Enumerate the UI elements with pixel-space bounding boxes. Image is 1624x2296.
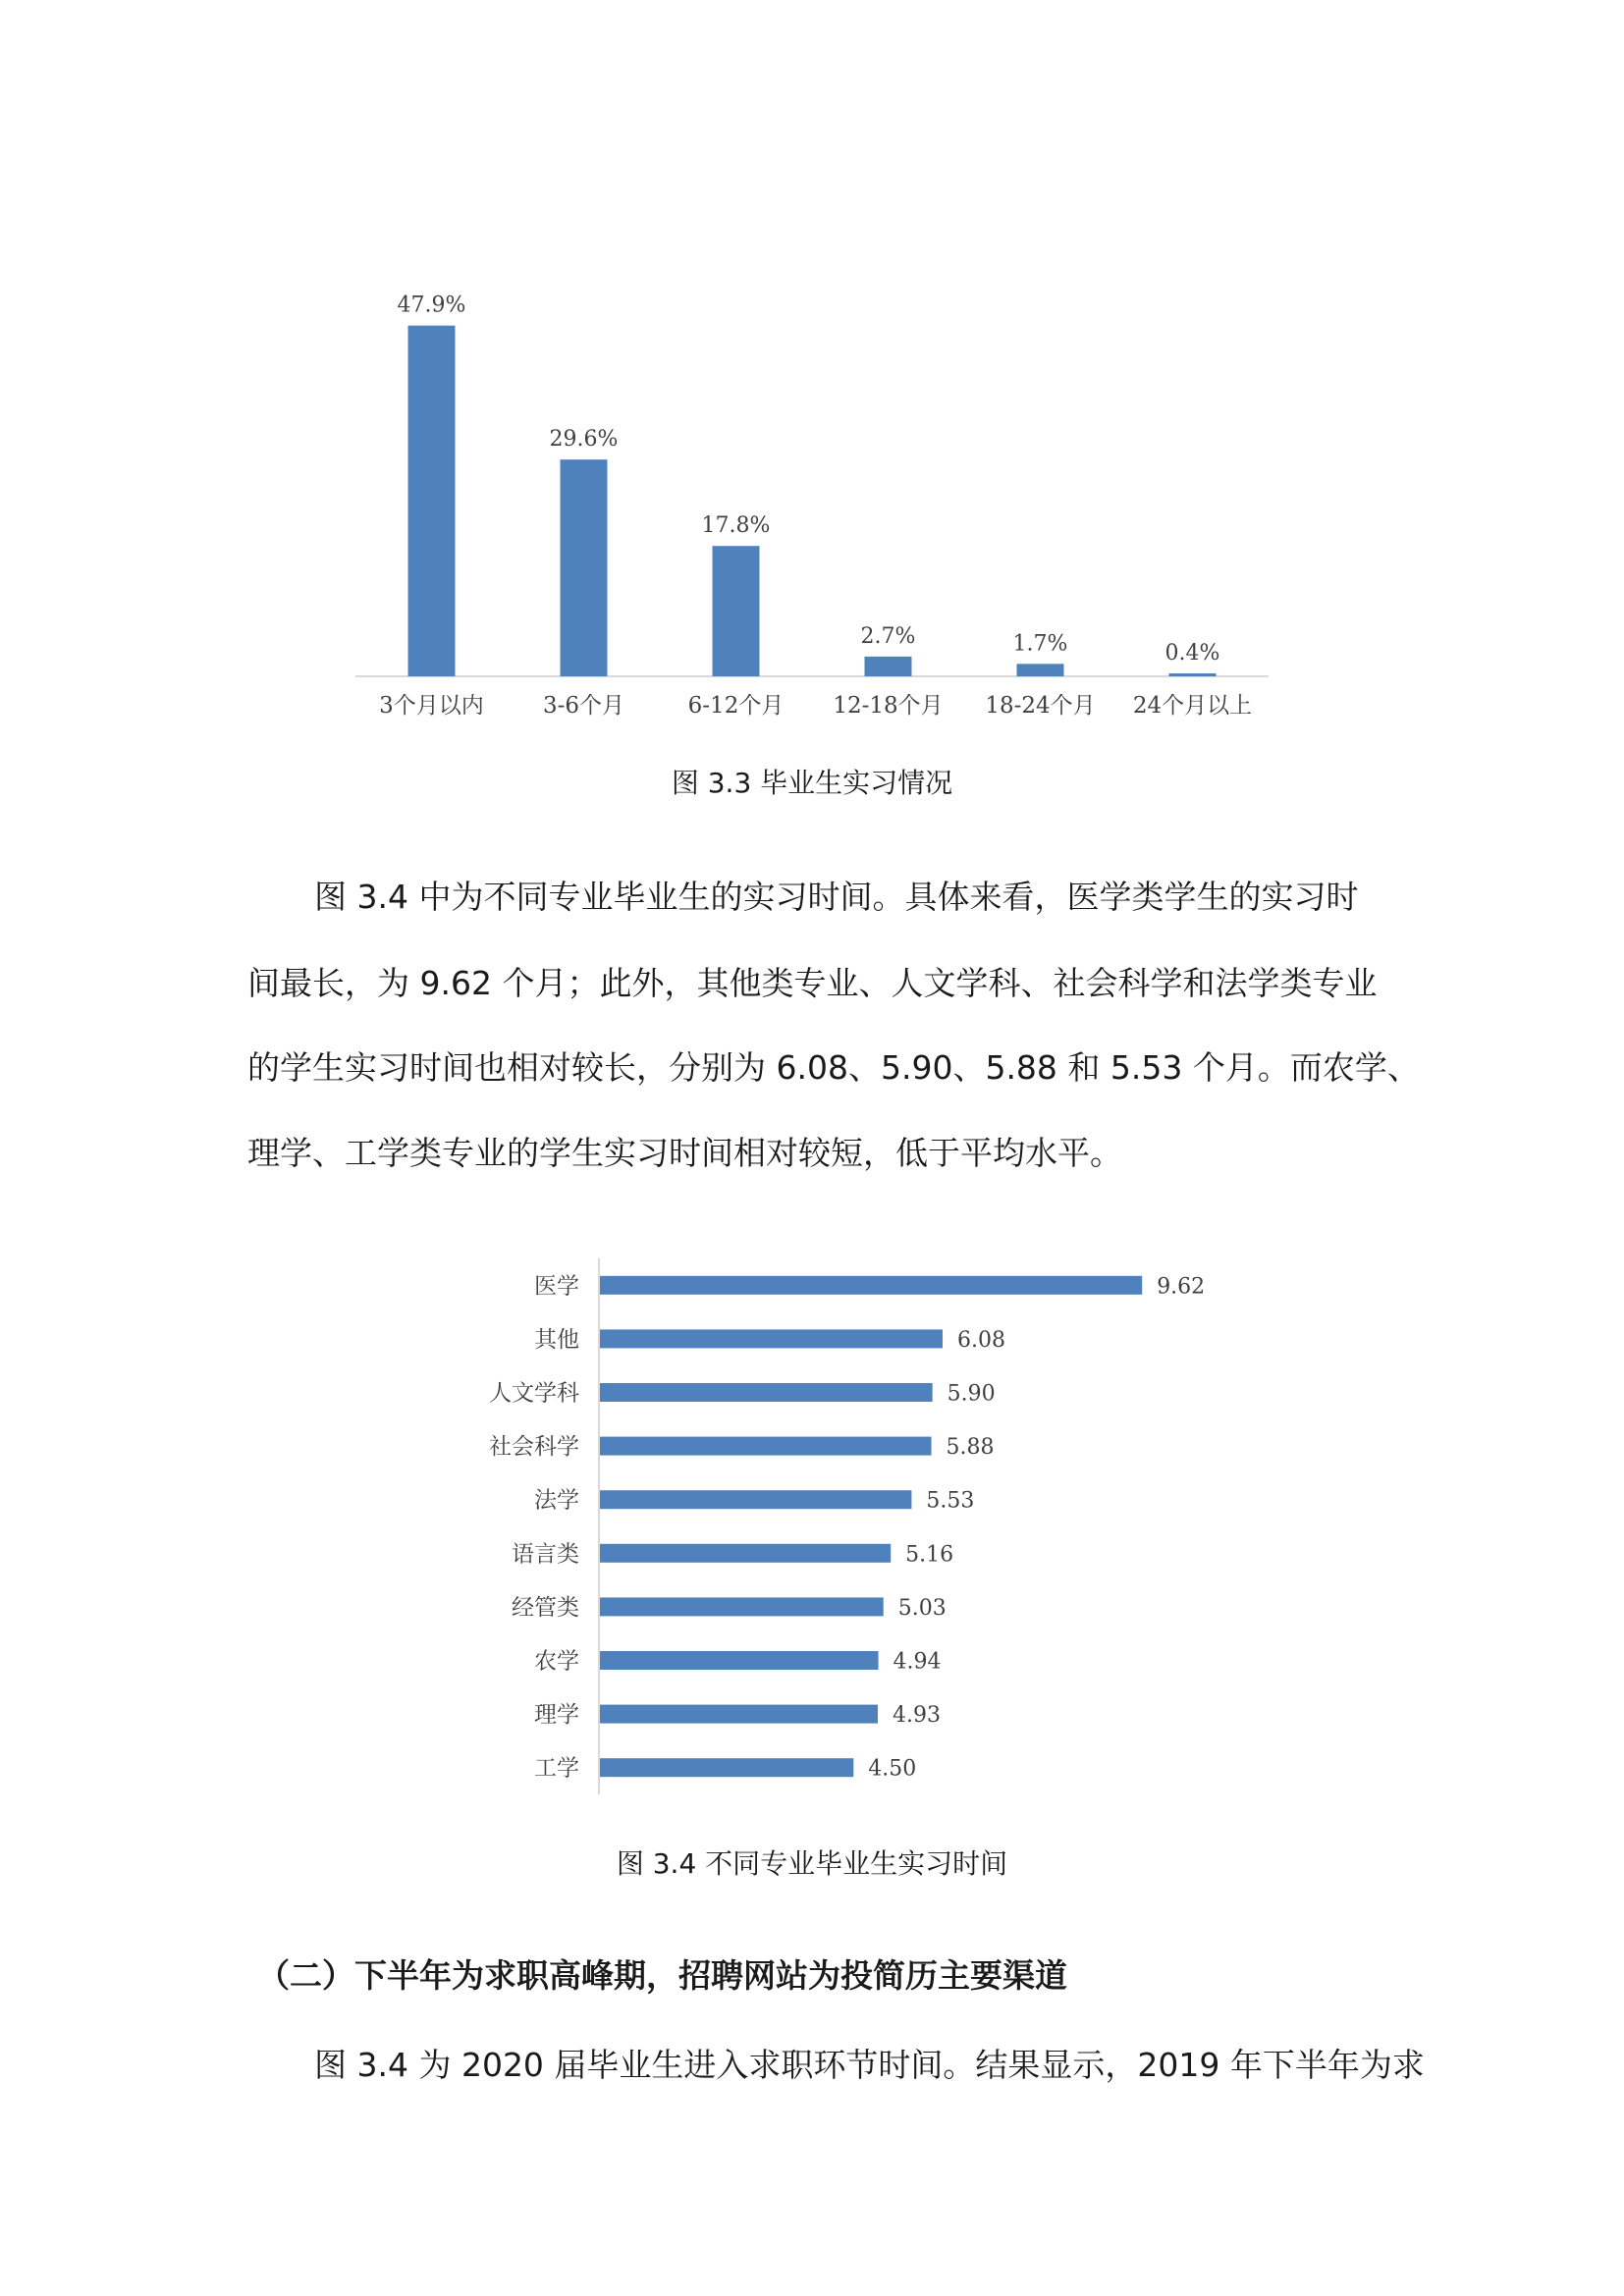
data-label: 47.9% [397, 293, 466, 318]
section-heading: （二）下半年为求职高峰期，招聘网站为投简历主要渠道 [257, 1956, 1067, 1995]
data-label: 5.16 [905, 1542, 954, 1568]
bar [600, 1329, 943, 1348]
bar [600, 1276, 1142, 1295]
y-tick-label: 工学 [534, 1755, 579, 1782]
data-label: 4.50 [868, 1756, 917, 1782]
bar [561, 459, 608, 676]
y-tick-label: 经管类 [512, 1594, 579, 1621]
y-tick-label: 医学 [534, 1273, 579, 1300]
bar [600, 1651, 879, 1670]
internship-duration-bar-chart [0, 0, 1624, 746]
bar [600, 1705, 878, 1724]
data-label: 5.88 [946, 1435, 995, 1461]
y-tick-label: 法学 [534, 1487, 579, 1514]
paragraph-last-line: 图 3.4 为 2020 届毕业生进入求职环节时间。结果显示，2019 年下半年为求 [314, 2046, 1425, 2084]
bar [600, 1597, 884, 1616]
bar [600, 1437, 932, 1456]
y-tick-label: 农学 [534, 1648, 579, 1675]
major-internship-time-bar-chart [0, 1247, 1624, 1816]
y-tick-label: 理学 [534, 1702, 579, 1729]
bar [713, 546, 760, 676]
bar [1169, 673, 1217, 676]
bar [408, 326, 456, 676]
paragraph-line-3: 的学生实习时间也相对较长，分别为 6.08、5.90、5.88 和 5.53 个月。而农学、 [247, 1048, 1420, 1087]
data-label: 9.62 [1157, 1274, 1206, 1300]
y-tick-label: 其他 [534, 1326, 579, 1353]
bar [600, 1383, 933, 1402]
data-label: 17.8% [701, 513, 771, 539]
data-label: 0.4% [1164, 641, 1220, 667]
figure-caption-3-4: 图 3.4 不同专业毕业生实习时间 [616, 1847, 1008, 1880]
y-tick-label: 社会科学 [489, 1434, 579, 1461]
data-label: 5.53 [926, 1488, 975, 1514]
data-label: 4.93 [892, 1703, 941, 1729]
data-label: 6.08 [956, 1327, 1005, 1353]
data-label: 5.90 [947, 1381, 996, 1407]
data-label: 4.94 [893, 1649, 942, 1675]
x-tick-label: 6-12个月 [687, 693, 785, 719]
data-label: 29.6% [549, 427, 619, 453]
paragraph-line-4: 理学、工学类专业的学生实习时间相对较短，低于平均水平。 [247, 1134, 1122, 1172]
data-label: 5.03 [897, 1595, 947, 1621]
bar [865, 657, 912, 676]
bar [600, 1758, 853, 1777]
x-tick-label: 12-18个月 [833, 693, 944, 719]
y-tick-label: 人文学科 [489, 1380, 579, 1407]
data-label: 2.7% [860, 623, 916, 649]
data-label: 1.7% [1012, 631, 1068, 657]
paragraph-line-1: 图 3.4 中为不同专业毕业生的实习时间。具体来看，医学类学生的实习时 [314, 878, 1359, 916]
y-tick-label: 语言类 [512, 1541, 579, 1568]
x-tick-label: 24个月以上 [1132, 693, 1253, 719]
bar [600, 1544, 891, 1563]
bar [600, 1490, 911, 1509]
figure-caption-3-3: 图 3.3 毕业生实习情况 [671, 767, 953, 799]
x-tick-label: 3-6个月 [542, 693, 625, 719]
x-tick-label: 3个月以内 [379, 693, 484, 719]
x-tick-label: 18-24个月 [985, 693, 1096, 719]
bar [1017, 664, 1064, 676]
paragraph-line-2: 间最长，为 9.62 个月；此外，其他类专业、人文学科、社会科学和法学类专业 [247, 964, 1378, 1002]
